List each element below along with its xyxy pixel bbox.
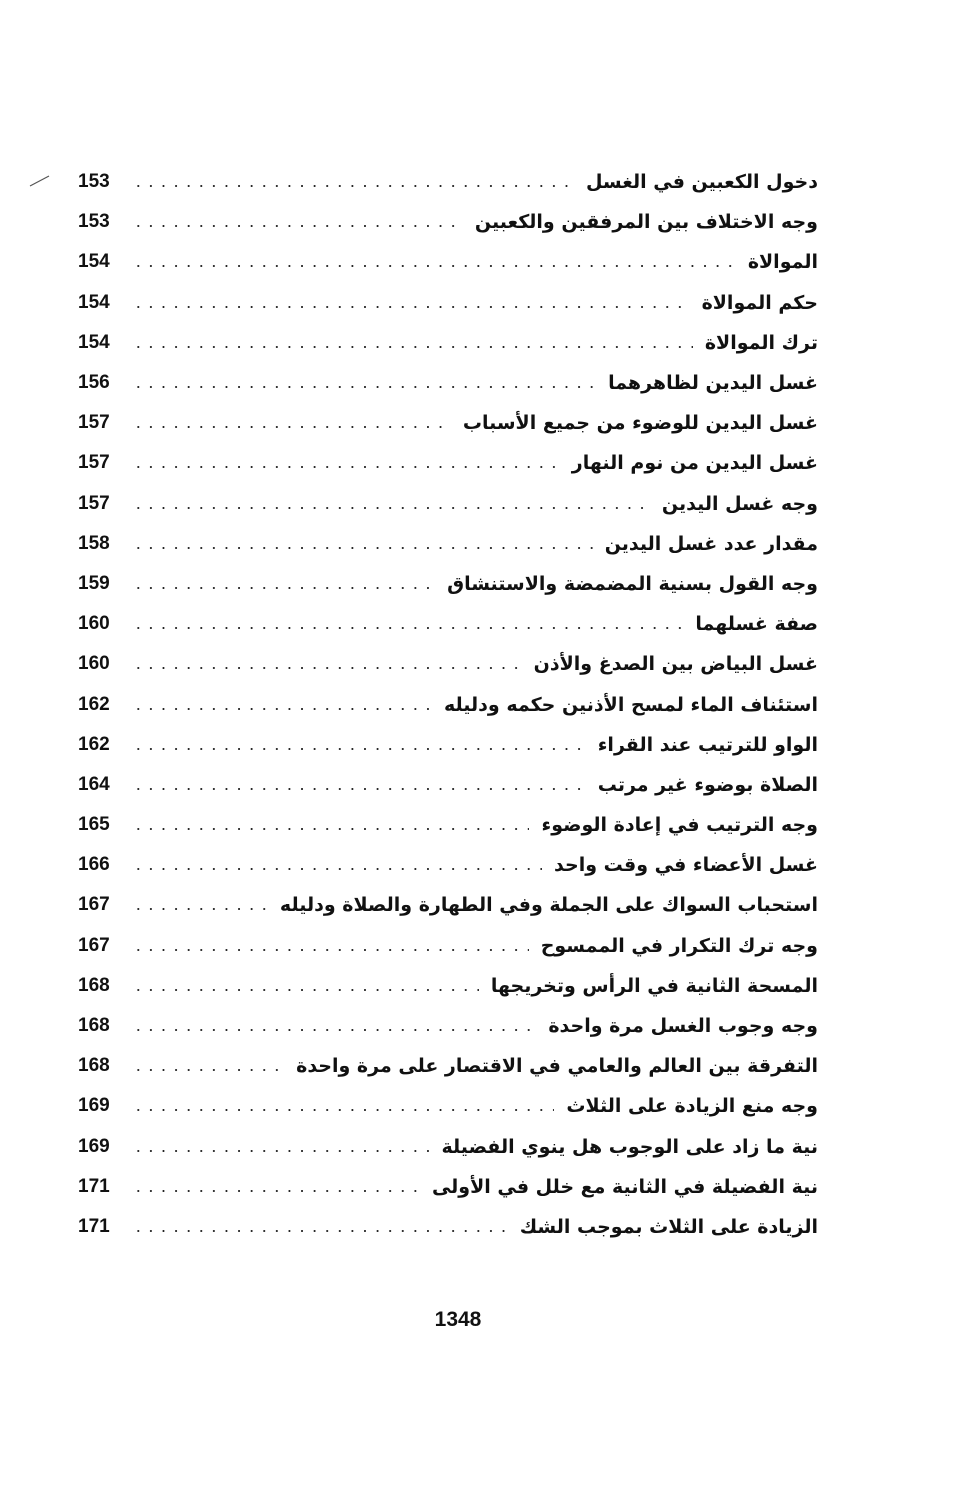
toc-entry: [78, 564, 818, 604]
table-of-contents: [78, 162, 818, 1247]
dot-leader: [132, 265, 736, 267]
toc-entry-page: 168: [78, 974, 110, 996]
toc-entry: [78, 845, 818, 885]
toc-entry: [78, 604, 818, 644]
dot-leader: [132, 1190, 420, 1192]
toc-entry-page: 167: [78, 934, 110, 956]
dot-leader: [132, 225, 463, 227]
toc-entry-page: 154: [78, 331, 110, 353]
toc-entry-title: حكم الموالاة: [701, 291, 818, 314]
toc-entry-page: 153: [78, 171, 110, 193]
toc-entry-title: التفرقة بين العالم والعامي في الاقتصار على مرة واحدة: [296, 1055, 818, 1078]
dot-leader: [132, 1069, 284, 1071]
toc-entry: [78, 363, 818, 403]
toc-entry-title: الواو للترتيب عند القراء: [597, 733, 818, 756]
toc-entry-page: 162: [78, 733, 110, 755]
toc-entry: [78, 725, 818, 765]
toc-entry: [78, 1006, 818, 1046]
toc-entry-page: 159: [78, 572, 110, 594]
dot-leader: [132, 667, 522, 669]
toc-entry: [78, 1167, 818, 1207]
dot-leader: [132, 949, 529, 951]
toc-entry-page: 168: [78, 1015, 110, 1037]
toc-entry-title: صفة غسلهما: [695, 613, 818, 636]
dot-leader: [132, 708, 432, 710]
toc-entry: [78, 765, 818, 805]
toc-entry-title: وجه الاختلاف بين المرفقين والكعبين: [474, 211, 818, 234]
toc-entry-title: وجه منع الزيادة على الثلاث: [566, 1095, 818, 1118]
toc-entry: [78, 966, 818, 1006]
toc-entry-page: 153: [78, 211, 110, 233]
dot-leader: [132, 788, 586, 790]
toc-entry-page: 154: [78, 291, 110, 313]
toc-entry-page: 165: [78, 814, 110, 836]
toc-entry: [78, 323, 818, 363]
toc-entry-page: 168: [78, 1055, 110, 1077]
toc-entry: [78, 202, 818, 242]
toc-entry: [78, 1086, 818, 1126]
toc-entry-title: غسل اليدين للوضوء من جميع الأسباب: [462, 412, 818, 435]
toc-entry-page: 167: [78, 894, 110, 916]
dot-leader: [132, 828, 529, 830]
dot-leader: [132, 868, 542, 870]
toc-entry-page: 166: [78, 854, 110, 876]
toc-entry-title: نية ما زاد على الوجوب هل ينوي الفضيلة: [441, 1135, 818, 1158]
toc-entry-title: وجه ترك التكرار في الممسوح: [540, 934, 818, 957]
toc-entry: [78, 1046, 818, 1086]
toc-entry-page: 157: [78, 412, 110, 434]
dot-leader: [132, 466, 560, 468]
dot-leader: [132, 748, 586, 750]
toc-entry-title: الزيادة على الثلاث بموجب الشك: [519, 1215, 818, 1238]
toc-entry-page: 162: [78, 693, 110, 715]
toc-entry-page: 171: [78, 1215, 110, 1237]
dot-leader: [132, 547, 593, 549]
toc-entry-title: وجه الترتيب في إعادة الوضوء: [541, 814, 818, 837]
dot-leader: [132, 507, 650, 509]
toc-entry: [78, 805, 818, 845]
toc-entry-title: وجه القول بسنية المضمضة والاستنشاق: [447, 572, 818, 595]
toc-entry: [78, 242, 818, 282]
dot-leader: [132, 1150, 430, 1152]
dot-leader: [132, 1230, 508, 1232]
toc-entry-title: دخول الكعبين في الغسل: [585, 171, 818, 194]
dot-leader: [132, 587, 435, 589]
toc-entry-title: غسل الأعضاء في وقت واحد: [554, 854, 818, 877]
dot-leader: [132, 989, 479, 991]
toc-entry-title: غسل اليدين لظاهرهما: [608, 372, 818, 395]
dot-leader: [132, 346, 693, 348]
toc-entry-page: 169: [78, 1135, 110, 1157]
toc-entry-title: الصلاة بوضوء غير مرتب: [597, 773, 818, 796]
toc-entry: [78, 1207, 818, 1247]
toc-entry-title: وجه وجوب الغسل مرة واحدة: [548, 1015, 818, 1038]
toc-entry-page: 157: [78, 492, 110, 514]
toc-entry-title: استحباب السواك على الجملة وفي الطهارة والصلاة ودليله: [279, 894, 818, 917]
toc-entry: [78, 684, 818, 724]
dot-leader: [132, 386, 596, 388]
toc-entry-page: 158: [78, 532, 110, 554]
toc-entry-page: 154: [78, 251, 110, 273]
toc-entry-title: استئناف الماء لمسح الأذنين حكمه ودليله: [443, 693, 818, 716]
toc-entry-page: 169: [78, 1095, 110, 1117]
dot-leader: [132, 426, 451, 428]
toc-entry: [78, 443, 818, 483]
toc-entry-title: نية الفضيلة في الثانية مع خلل في الأولى: [431, 1175, 818, 1198]
toc-entry: [78, 162, 818, 202]
toc-entry-title: غسل اليدين من نوم النهار: [571, 452, 818, 475]
dot-leader: [132, 1029, 536, 1031]
toc-entry-page: 156: [78, 372, 110, 394]
toc-entry: [78, 1127, 818, 1167]
toc-entry-title: ترك الموالاة: [704, 331, 818, 354]
toc-entry: [78, 885, 818, 925]
toc-entry-page: 160: [78, 653, 110, 675]
toc-entry-title: مقدار عدد غسل اليدين: [604, 532, 818, 555]
toc-entry-page: 157: [78, 452, 110, 474]
toc-entry: [78, 524, 818, 564]
toc-entry-page: 160: [78, 613, 110, 635]
toc-entry-page: 171: [78, 1175, 110, 1197]
toc-entry: [78, 403, 818, 443]
toc-entry: [78, 644, 818, 684]
toc-entry-title: غسل البياض بين الصدغ والأذن: [533, 653, 818, 676]
pencil-tick-mark: [28, 174, 52, 188]
toc-entry-title: وجه غسل اليدين: [661, 492, 818, 515]
toc-entry-title: المسحة الثانية في الرأس وتخريجها: [490, 974, 818, 997]
dot-leader: [132, 908, 268, 910]
dot-leader: [132, 1109, 554, 1111]
dot-leader: [132, 306, 690, 308]
toc-entry: [78, 484, 818, 524]
toc-entry-page: 164: [78, 773, 110, 795]
page-number: 1348: [434, 1308, 482, 1331]
dot-leader: [132, 185, 574, 187]
toc-entry: [78, 926, 818, 966]
toc-entry: [78, 283, 818, 323]
dot-leader: [132, 627, 683, 629]
toc-entry-title: الموالاة: [747, 251, 818, 274]
